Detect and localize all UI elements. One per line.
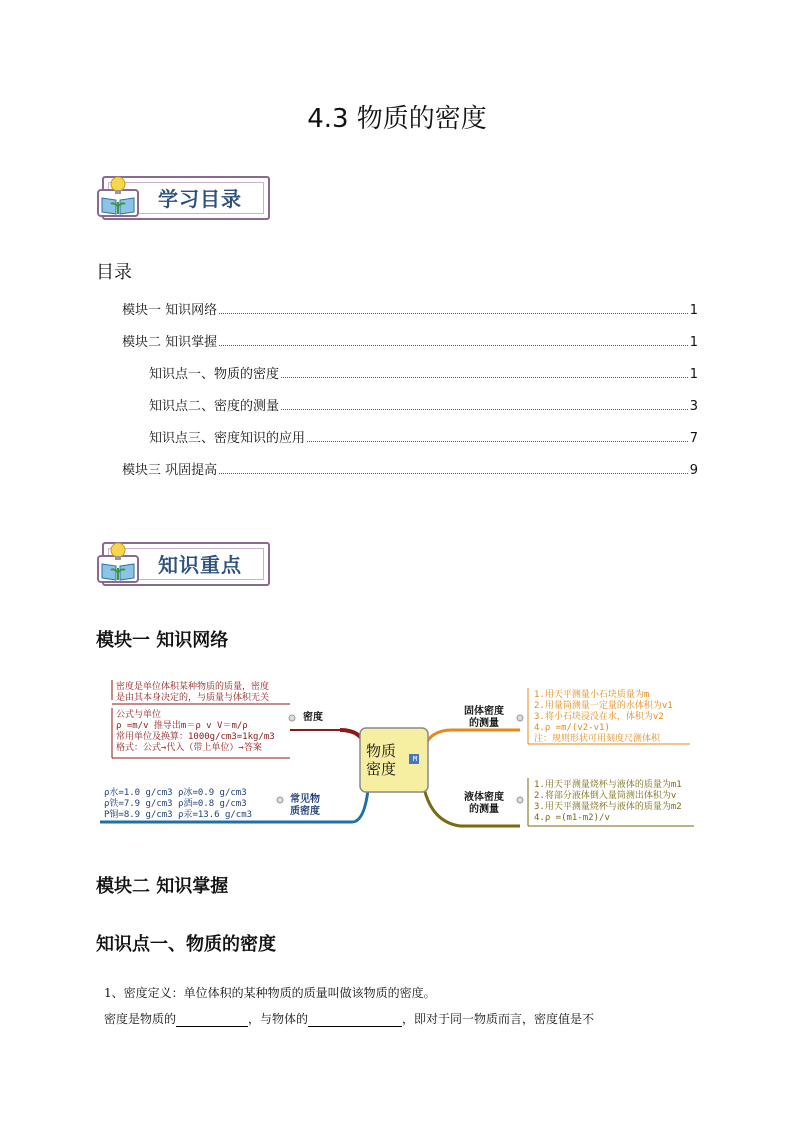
mindmap-center-node[interactable] bbox=[366, 742, 396, 778]
text-line: 的测量 bbox=[469, 804, 499, 815]
toc-item-text: 模块一 知识网络 bbox=[122, 303, 218, 318]
paragraph-part: ，与物体的 bbox=[248, 1012, 309, 1026]
density-branch-label[interactable]: 密度 bbox=[303, 712, 323, 723]
text-line: 常用单位及换算：1000g/cm3=1kg/m3 bbox=[116, 732, 275, 742]
toc-item-text: 模块二 知识掌握 bbox=[122, 335, 218, 350]
text-line: 公式与单位 bbox=[116, 710, 162, 720]
text-line: 注：规则形状可用刻度尺测体积 bbox=[534, 734, 661, 744]
toc-page-number: 1 bbox=[689, 303, 698, 318]
key-points-label: 知识重点 bbox=[158, 553, 242, 577]
text-line: 2.将部分液体倒入量筒测出体积为v bbox=[534, 791, 677, 801]
collapse-toggle bbox=[289, 715, 295, 721]
page-title: 4.3 物质的密度 bbox=[307, 104, 487, 134]
toc-page-number: 7 bbox=[689, 431, 698, 446]
text-line: 2.用量筒测量一定量的水体积为v1 bbox=[534, 701, 673, 711]
module1-heading: 模块一 知识网络 bbox=[96, 630, 229, 651]
toc-page-number: 3 bbox=[689, 399, 698, 414]
answer-blank[interactable] bbox=[308, 1013, 402, 1027]
toc-page-number: 1 bbox=[689, 367, 698, 382]
text-line: 质密度 bbox=[290, 806, 320, 817]
text-line: 固体密度 bbox=[464, 706, 504, 717]
common-branch-label[interactable] bbox=[290, 794, 320, 818]
text-line: 密度是单位体积某种物质的质量，密度 bbox=[116, 682, 270, 692]
density-formula bbox=[116, 710, 275, 754]
text-line: 常见物 bbox=[290, 794, 320, 805]
paragraph-part: ，即对于同一物质而言，密度值是不 bbox=[402, 1012, 595, 1026]
center-line-1: 物质 bbox=[366, 742, 397, 760]
toc-page-number: 9 bbox=[689, 463, 698, 478]
text-line: 1.用天平测量小石块质量为m bbox=[534, 690, 650, 700]
toc-item-text: 知识点三、密度知识的应用 bbox=[149, 431, 306, 446]
text-line: 的测量 bbox=[469, 718, 499, 729]
text-line: 4.ρ =m/(v2-v1) bbox=[534, 723, 610, 733]
toc-item-text: 知识点二、密度的测量 bbox=[149, 399, 280, 414]
toc-page-number: 1 bbox=[689, 335, 698, 350]
liquid-branch-label[interactable] bbox=[464, 792, 504, 816]
text-line: 液体密度 bbox=[464, 792, 504, 803]
text-line: ρ铁=7.9 g/cm3 ρ酒=0.8 g/cm3 bbox=[104, 799, 247, 809]
text-line: 1.用天平测量烧杯与液体的质量为m1 bbox=[534, 780, 682, 790]
text-line: 格式：公式→代入（带上单位）→答案 bbox=[116, 743, 262, 753]
text-line: 3.用天平测量烧杯与液体的质量为m2 bbox=[534, 802, 682, 812]
text-line: ρ水=1.0 g/cm3 ρ冰=0.9 g/cm3 bbox=[104, 788, 247, 798]
text-line: 4.ρ =(m1-m2)/v bbox=[534, 813, 610, 823]
toc-item-text: 模块三 巩固提高 bbox=[122, 463, 218, 478]
center-line-2: 密度 bbox=[366, 760, 397, 778]
module2-heading: 模块二 知识掌握 bbox=[96, 876, 229, 897]
solid-measure-steps bbox=[534, 690, 673, 745]
paragraph-fill-in bbox=[104, 1010, 594, 1027]
toc-heading: 目录 bbox=[96, 262, 132, 283]
mindmap-badge-icon: M bbox=[412, 755, 418, 763]
study-catalog-label: 学习目录 bbox=[158, 187, 242, 211]
text-line: 3.将小石块浸没在水，体积为v2 bbox=[534, 712, 664, 722]
toc-item-text: 知识点一、物质的密度 bbox=[149, 367, 280, 382]
text-line: 是由其本身决定的，与质量与体积无关 bbox=[116, 693, 270, 703]
density-definition bbox=[116, 682, 269, 704]
knowledge-point-1-heading: 知识点一、物质的密度 bbox=[96, 934, 276, 955]
text-line: ρ =m/v 推导出m＝ρ v V＝m/ρ bbox=[116, 721, 248, 731]
paragraph-density-definition: 1、密度定义：单位体积的某种物质的质量叫做该物质的密度。 bbox=[104, 986, 436, 1000]
common-density-values bbox=[104, 788, 252, 821]
paragraph-part: 密度是物质的 bbox=[104, 1012, 177, 1026]
liquid-measure-steps bbox=[534, 780, 682, 824]
text-line: P铜=8.9 g/cm3 ρ汞=13.6 g/cm3 bbox=[104, 810, 253, 820]
answer-blank[interactable] bbox=[176, 1013, 248, 1027]
solid-branch-label[interactable] bbox=[464, 706, 504, 730]
